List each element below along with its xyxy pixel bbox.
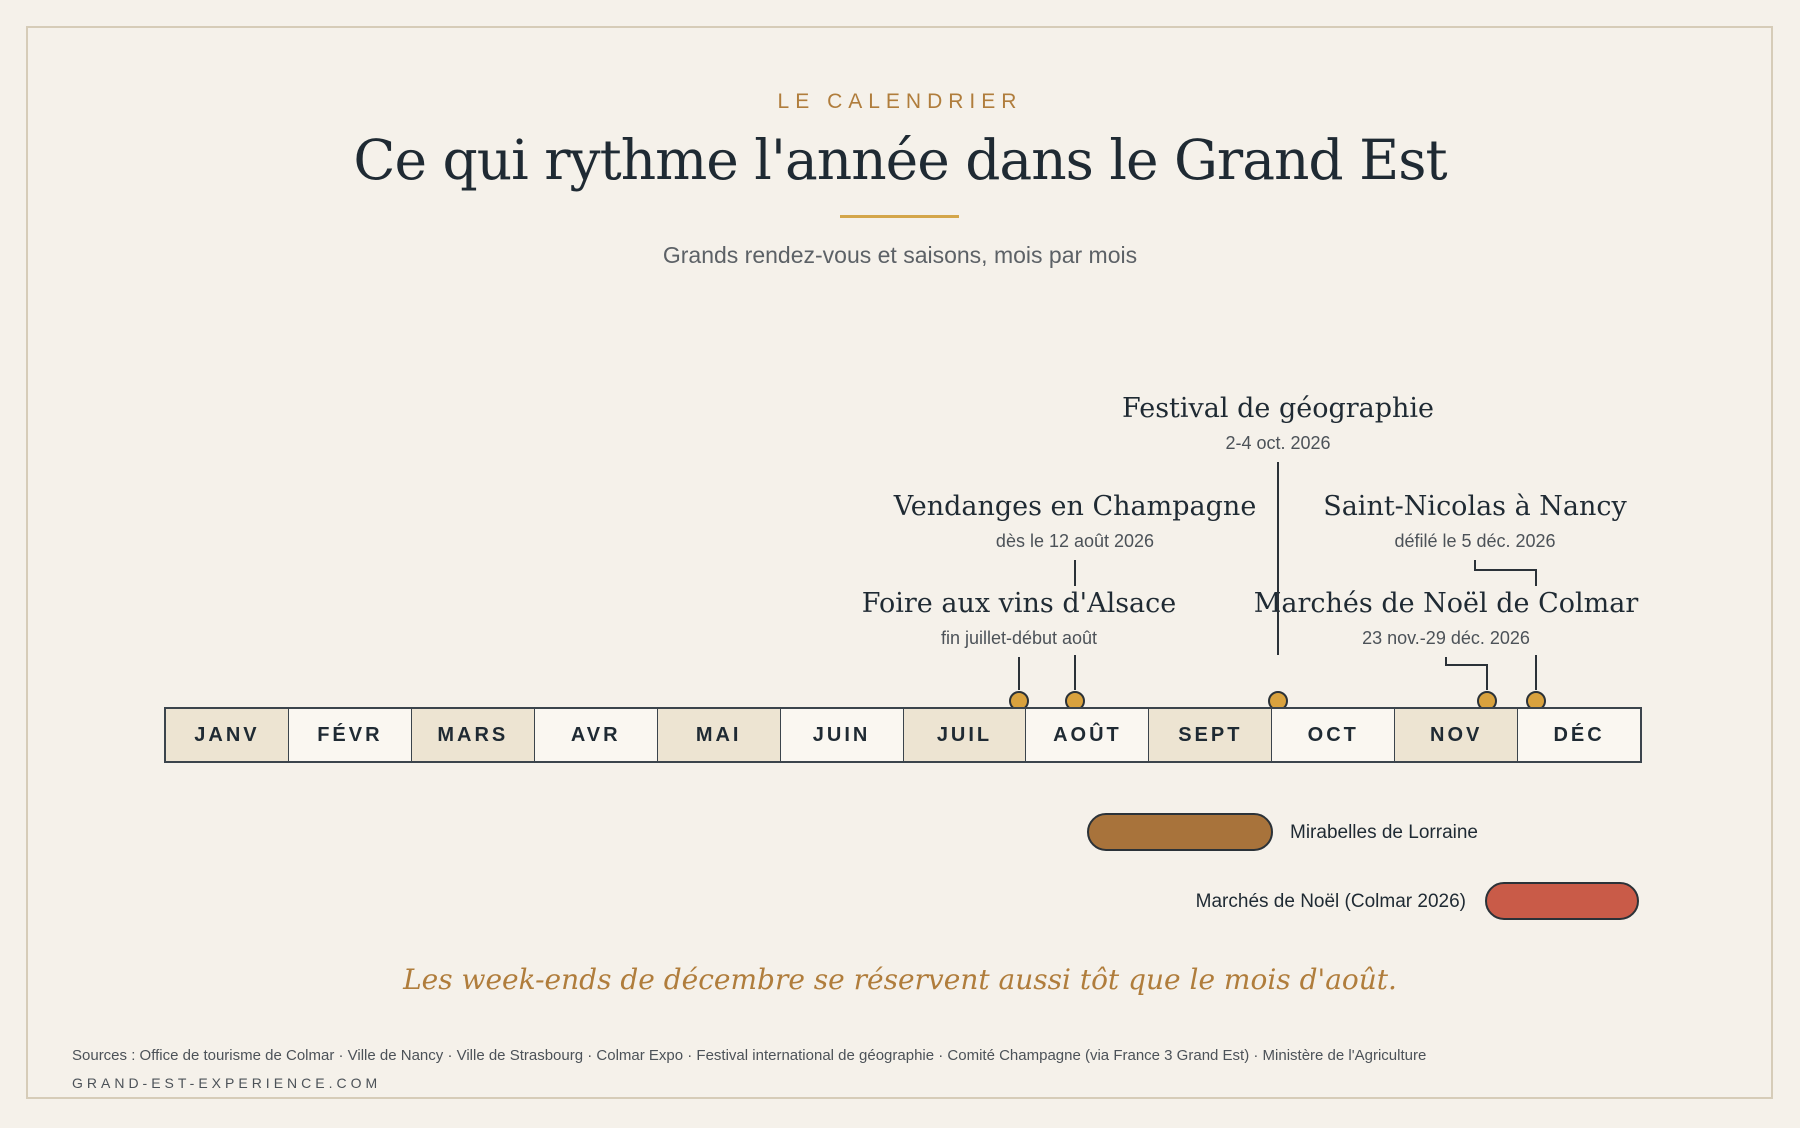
month-cell: DÉC	[1518, 709, 1640, 761]
month-cell: FÉVR	[289, 709, 412, 761]
month-cell: JUIL	[904, 709, 1027, 761]
highlight-quote: Les week-ends de décembre se réservent aussi tôt que le mois d'août.	[403, 963, 1397, 996]
month-band	[164, 707, 1642, 763]
event-title-saint-nicolas: Saint-Nicolas à Nancy	[1323, 491, 1627, 522]
season-bar-marches-noel	[1485, 882, 1639, 920]
page-title: Ce qui rythme l'année dans le Grand Est	[353, 128, 1447, 192]
month-cell: AVR	[535, 709, 658, 761]
month-cell: SEPT	[1149, 709, 1272, 761]
month-cell: MAI	[658, 709, 781, 761]
month-cell: MARS	[412, 709, 535, 761]
month-cell: NOV	[1395, 709, 1518, 761]
event-date-festival-geographie: 2-4 oct. 2026	[1225, 433, 1331, 453]
event-date-marches-noel-colmar: 23 nov.-29 déc. 2026	[1362, 628, 1530, 648]
event-title-marches-noel-colmar: Marchés de Noël de Colmar	[1253, 588, 1639, 619]
month-cell: JUIN	[781, 709, 904, 761]
season-bar-mirabelles	[1087, 813, 1273, 851]
event-title-foire-vins-alsace: Foire aux vins d'Alsace	[861, 588, 1177, 619]
season-label-mirabelles: Mirabelles de Lorraine	[1290, 822, 1478, 843]
month-cell: AOÛT	[1026, 709, 1149, 761]
site-url: GRAND-EST-EXPERIENCE.COM	[72, 1075, 382, 1091]
event-date-saint-nicolas: défilé le 5 déc. 2026	[1394, 531, 1556, 551]
page-subtitle: Grands rendez-vous et saisons, mois par mois	[662, 242, 1138, 268]
event-date-vendanges-champagne: dès le 12 août 2026	[995, 531, 1155, 551]
event-title-vendanges-champagne: Vendanges en Champagne	[893, 491, 1257, 522]
event-date-foire-vins-alsace: fin juillet-début août	[940, 628, 1098, 648]
sources-text: Sources : Office de tourisme de Colmar · Ville de Nancy · Ville de Strasbourg · Colmar Expo · Festival international de géographie · Comité Champagne (via France 3 Grand Est) · Ministère de l'Agriculture	[72, 1047, 1427, 1064]
event-title-festival-geographie: Festival de géographie	[1121, 393, 1435, 424]
month-cell: JANV	[166, 709, 289, 761]
month-cell: OCT	[1272, 709, 1395, 761]
eyebrow-label: LE CALENDRIER	[777, 90, 1023, 113]
season-label-marches-noel: Marchés de Noël (Colmar 2026)	[1195, 891, 1466, 912]
title-underline	[840, 215, 959, 218]
